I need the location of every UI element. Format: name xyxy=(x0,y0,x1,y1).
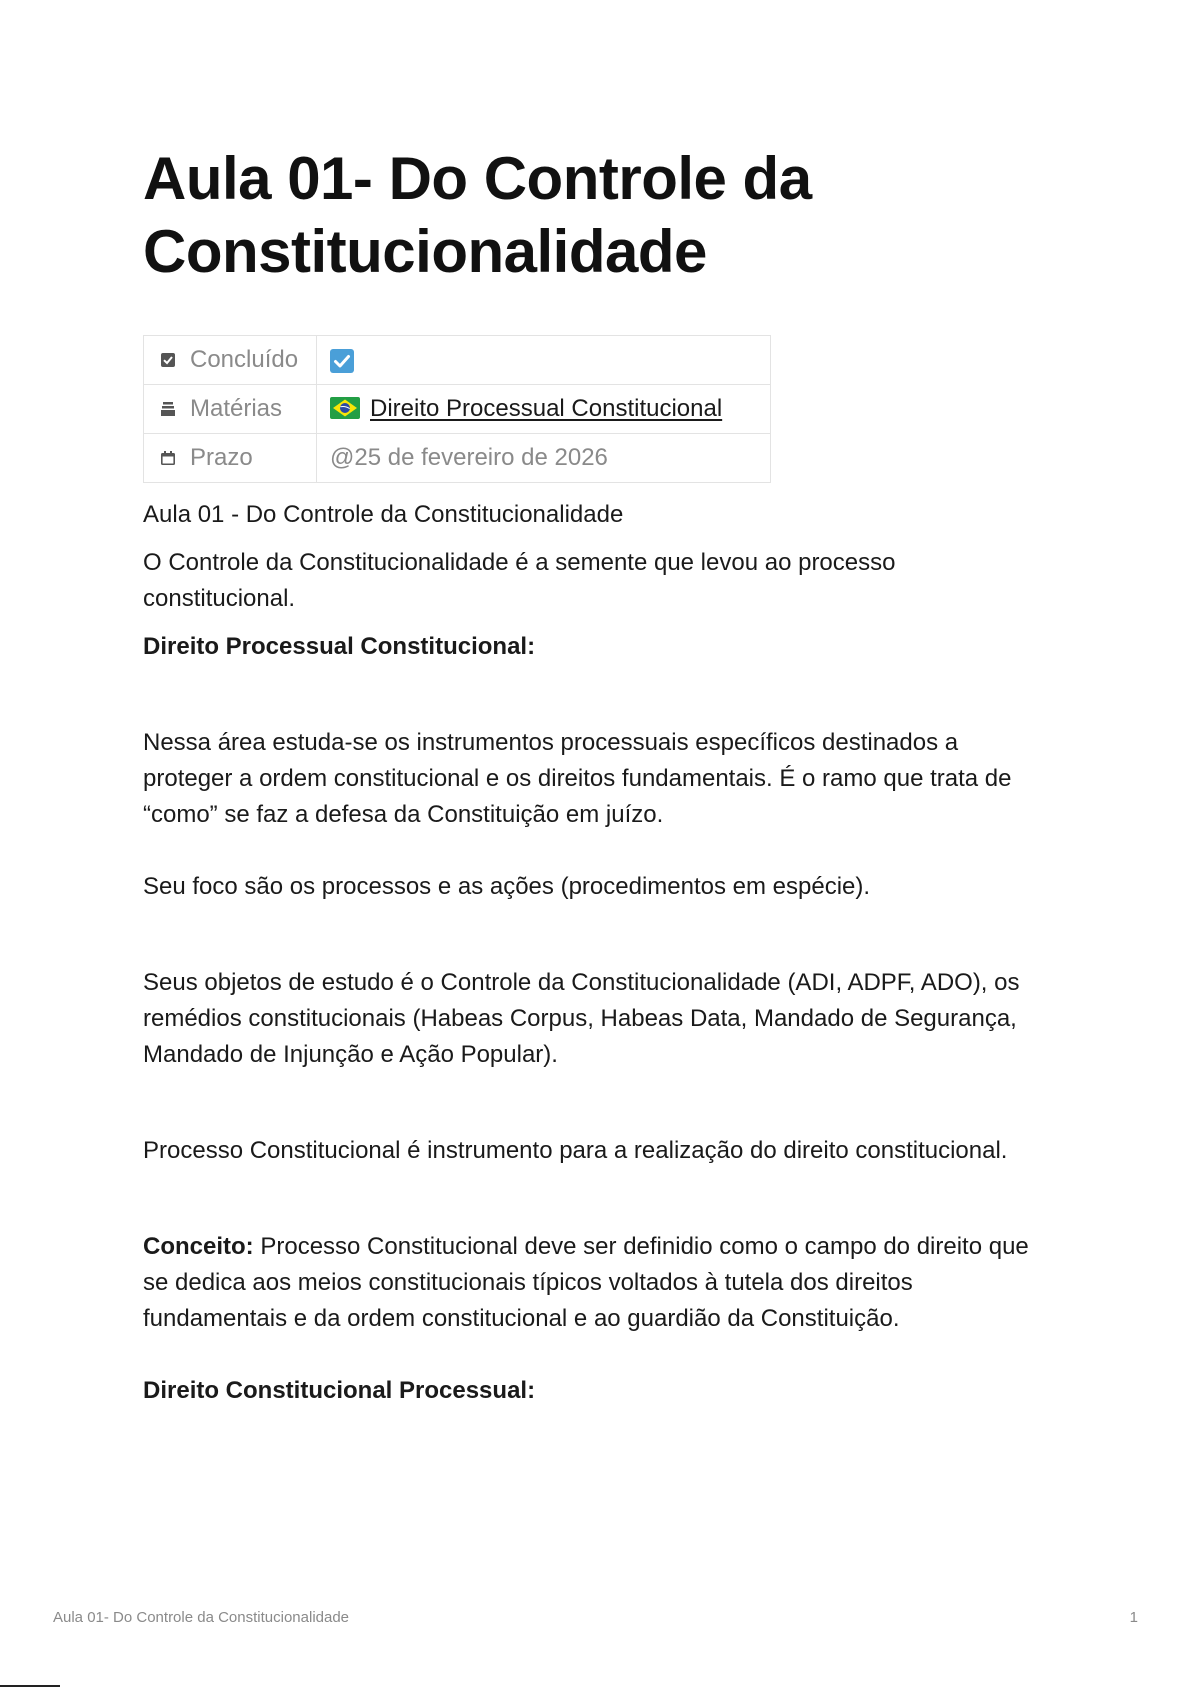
body-paragraph: Seus objetos de estudo é o Controle da Constitucionalidade (ADI, ADPF, ADO), os remédios constitucionais (Habeas Corpus, Habeas Data, Mandado de Segurança, Mandado de Injunção e Ação Popular). xyxy=(143,969,1020,1068)
property-key-cell xyxy=(144,385,317,434)
concept-label: Conceito: xyxy=(143,1233,254,1260)
section-heading xyxy=(143,1373,1043,1409)
heading-text: Direito Processual Constitucional: xyxy=(143,633,536,660)
body-paragraph: Seu foco são os processos e as ações (procedimentos em espécie). xyxy=(143,873,871,900)
concept-paragraph xyxy=(143,1229,1043,1337)
property-key-cell xyxy=(144,434,317,483)
property-key-label: Concluído xyxy=(190,346,299,373)
checkbox-property-icon xyxy=(160,352,176,368)
brazil-flag-icon xyxy=(330,397,360,419)
property-key-cell xyxy=(144,336,317,385)
checked-checkbox-icon[interactable] xyxy=(330,349,354,373)
heading-text: Direito Constitucional Processual: xyxy=(143,1377,536,1404)
property-value-cell[interactable] xyxy=(317,434,771,483)
property-key-label: Prazo xyxy=(190,444,253,471)
property-row-prazo xyxy=(144,434,771,483)
concept-text: Processo Constitucional deve ser definidio como o campo do direito que se dedica aos meios constitucionais típicos voltados à tutela dos direitos fundamentais e da ordem constitucional e ao guardião da Constituição. xyxy=(143,1233,1029,1332)
properties-table xyxy=(143,335,771,483)
property-row-materias xyxy=(144,385,771,434)
intro-paragraph: O Controle da Constitucionalidade é a semente que levou ao processo constitucional. xyxy=(143,549,896,612)
date-mention[interactable]: @25 de fevereiro de 2026 xyxy=(330,444,608,471)
footer-title: Aula 01- Do Controle da Constitucionalidade xyxy=(53,1609,350,1626)
footer-page-number: 1 xyxy=(1129,1609,1138,1626)
property-value-cell[interactable] xyxy=(317,336,771,385)
section-heading xyxy=(143,629,1043,665)
property-value-cell xyxy=(317,385,771,434)
property-key-label: Matérias xyxy=(190,395,283,422)
body-paragraph: Processo Constitucional é instrumento para a realização do direito constitucional. xyxy=(143,1137,1008,1164)
page-title: Aula 01- Do Controle da Constitucionalidade xyxy=(143,145,812,285)
body-paragraph: Nessa área estuda-se os instrumentos processuais específicos destinados a proteger a ordem constitucional e os direitos fundamentais. É o ramo que trata de “como” se faz a defesa da Constituição em juízo. xyxy=(143,729,1012,828)
list-property-icon xyxy=(160,401,176,417)
materias-link[interactable]: Direito Processual Constitucional xyxy=(370,395,723,422)
calendar-property-icon xyxy=(160,450,176,466)
document-body xyxy=(143,497,1043,1409)
property-row-concluido xyxy=(144,336,771,385)
subtitle-paragraph: Aula 01 - Do Controle da Constitucionalidade xyxy=(143,501,624,528)
